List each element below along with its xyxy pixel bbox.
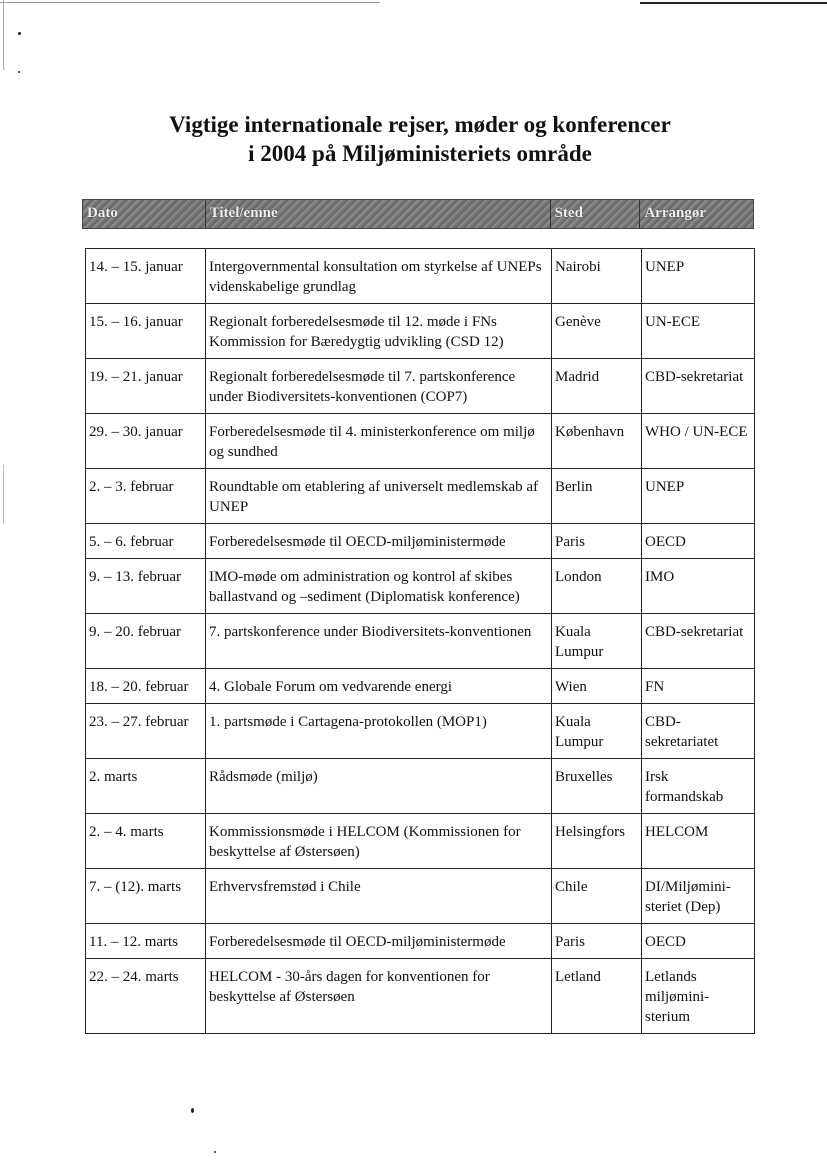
table-row (86, 669, 755, 704)
cell-topic: Erhvervsfremstød i Chile (206, 869, 552, 924)
cell-organizer: CBD-sekretariat (642, 614, 755, 669)
cell-date: 23. – 27. februar (86, 704, 206, 759)
cell-organizer: CBD-sekretariatet (642, 704, 755, 759)
cell-topic: Kommissionsmøde i HELCOM (Kommissionen for beskyttelse af Østersøen) (206, 814, 552, 869)
header-date: Dato (83, 200, 206, 228)
cell-place: Nairobi (552, 249, 642, 304)
table-row (86, 614, 755, 669)
cell-organizer: FN (642, 669, 755, 704)
scan-edge-left (3, 0, 4, 1163)
table-row (86, 249, 755, 304)
cell-organizer: Irsk formandskab (642, 759, 755, 814)
cell-organizer: Letlands miljømini-sterium (642, 959, 755, 1034)
table-row (86, 469, 755, 524)
header-organizer: Arrangør (644, 205, 706, 221)
header-topic: Titel/emne (206, 200, 551, 228)
cell-place: Chile (552, 869, 642, 924)
cell-organizer: OECD (642, 924, 755, 959)
cell-place: Bruxelles (552, 759, 642, 814)
cell-date: 2. – 4. marts (86, 814, 206, 869)
cell-date: 7. – (12). marts (86, 869, 206, 924)
cell-place: Berlin (552, 469, 642, 524)
cell-date: 2. – 3. februar (86, 469, 206, 524)
cell-topic: Roundtable om etablering af universelt medlemskab af UNEP (206, 469, 552, 524)
cell-organizer: WHO / UN-ECE (642, 414, 755, 469)
cell-organizer: IMO (642, 559, 755, 614)
table-row (86, 414, 755, 469)
cell-place: Genève (552, 304, 642, 359)
table-row (86, 359, 755, 414)
cell-place: Helsingfors (552, 814, 642, 869)
cell-organizer: UN-ECE (642, 304, 755, 359)
cell-organizer: OECD (642, 524, 755, 559)
table-row (86, 704, 755, 759)
page-title (90, 110, 750, 168)
cell-date: 19. – 21. januar (86, 359, 206, 414)
cell-place: Kuala Lumpur (552, 614, 642, 669)
cell-organizer: DI/Miljømini-steriet (Dep) (642, 869, 755, 924)
cell-date: 22. – 24. marts (86, 959, 206, 1034)
table-row (86, 959, 755, 1034)
cell-place: Wien (552, 669, 642, 704)
cell-place: London (552, 559, 642, 614)
scan-speck (214, 1151, 216, 1153)
cell-organizer: UNEP (642, 469, 755, 524)
cell-date: 9. – 13. februar (86, 559, 206, 614)
cell-topic: Forberedelsesmøde til OECD-miljøministermøde (206, 524, 552, 559)
cell-topic: Regionalt forberedelsesmøde til 7. partskonference under Biodiversitets-konventionen (COP7) (206, 359, 552, 414)
cell-date: 9. – 20. februar (86, 614, 206, 669)
cell-date: 15. – 16. januar (86, 304, 206, 359)
cell-topic: Intergovernmental konsultation om styrkelse af UNEPs videnskabelige grundlag (206, 249, 552, 304)
cell-place: Paris (552, 924, 642, 959)
schedule-table (85, 248, 755, 1034)
table-header-bar (82, 199, 754, 229)
schedule-body (86, 249, 755, 1034)
cell-organizer: CBD-sekretariat (642, 359, 755, 414)
cell-topic: Forberedelsesmøde til 4. ministerkonference om miljø og sundhed (206, 414, 552, 469)
cell-topic: 7. partskonference under Biodiversitets-konventionen (206, 614, 552, 669)
cell-place: Paris (552, 524, 642, 559)
cell-place: Letland (552, 959, 642, 1034)
table-row (86, 869, 755, 924)
table-row (86, 304, 755, 359)
page-title-line-2: i 2004 på Miljøministeriets område (248, 141, 592, 166)
scan-line (0, 2, 380, 3)
cell-date: 2. marts (86, 759, 206, 814)
scan-speck (191, 1108, 194, 1113)
table-row (86, 524, 755, 559)
table-row (86, 924, 755, 959)
scan-line (640, 2, 827, 4)
cell-organizer: UNEP (642, 249, 755, 304)
cell-date: 29. – 30. januar (86, 414, 206, 469)
cell-date: 11. – 12. marts (86, 924, 206, 959)
table-row (86, 559, 755, 614)
cell-topic: Forberedelsesmøde til OECD-miljøministermøde (206, 924, 552, 959)
cell-place: Madrid (552, 359, 642, 414)
cell-place: Kuala Lumpur (552, 704, 642, 759)
scan-speck (18, 71, 20, 73)
cell-topic: Rådsmøde (miljø) (206, 759, 552, 814)
scan-speck (18, 32, 21, 35)
page-title-line-1: Vigtige internationale rejser, møder og konferencer (169, 112, 671, 137)
cell-place: København (552, 414, 642, 469)
table-row (86, 814, 755, 869)
scan-edge-top (0, 0, 827, 6)
header-place: Sted (551, 200, 641, 228)
cell-topic: IMO-møde om administration og kontrol af skibes ballastvand og –sediment (Diplomatisk konference) (206, 559, 552, 614)
cell-topic: 4. Globale Forum om vedvarende energi (206, 669, 552, 704)
cell-date: 18. – 20. februar (86, 669, 206, 704)
table-row (86, 759, 755, 814)
cell-topic: 1. partsmøde i Cartagena-protokollen (MOP1) (206, 704, 552, 759)
cell-topic: Regionalt forberedelsesmøde til 12. møde i FNs Kommission for Bæredygtig udvikling (CSD 12) (206, 304, 552, 359)
cell-topic: HELCOM - 30-års dagen for konventionen for beskyttelse af Østersøen (206, 959, 552, 1034)
cell-organizer: HELCOM (642, 814, 755, 869)
cell-date: 14. – 15. januar (86, 249, 206, 304)
cell-date: 5. – 6. februar (86, 524, 206, 559)
